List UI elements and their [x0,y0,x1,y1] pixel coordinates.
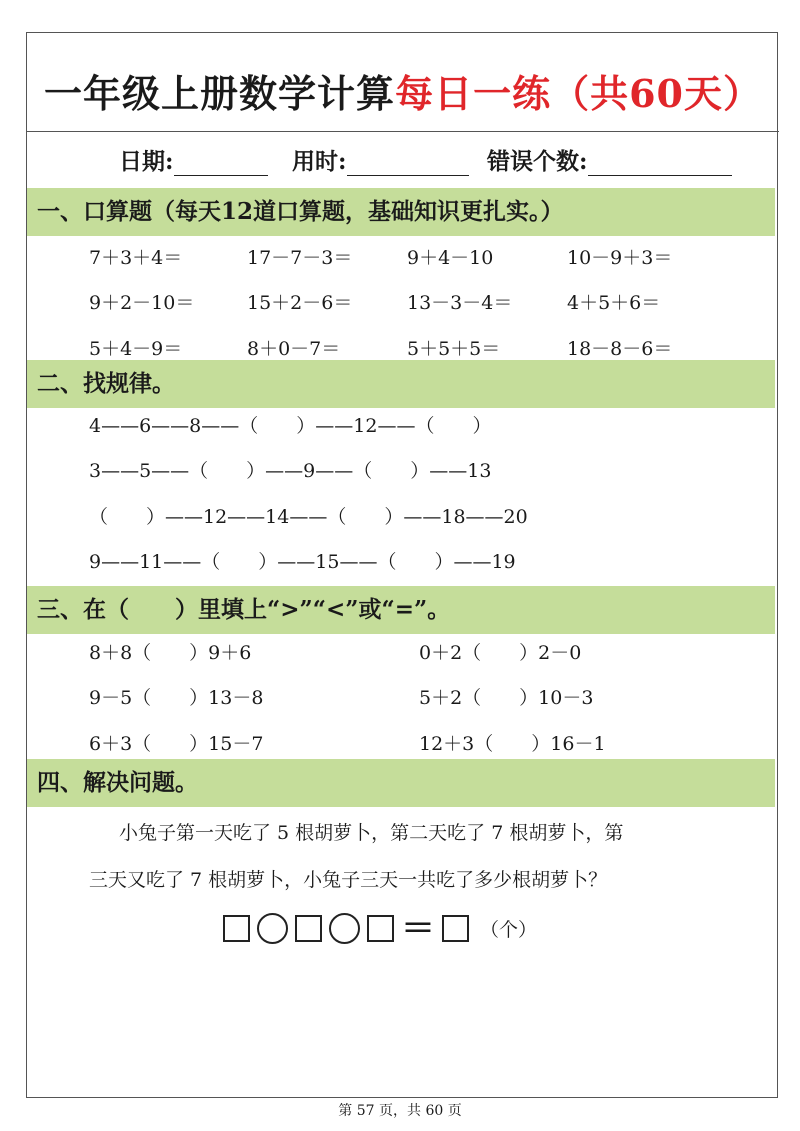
errors-blank[interactable] [588,151,732,176]
s1-r0-c3: 10－9＋3＝ [567,247,673,269]
s1-r0-c2: 9＋4－10 [407,247,494,269]
answer-box[interactable] [223,915,250,942]
s1-r0-c0: 7＋3＋4＝ [89,247,183,269]
s1-r0-c1: 17－7－3＝ [247,247,353,269]
compare-item: 12＋3（ ）16－1 [419,733,606,755]
s1-r1-c2: 13－3－4＝ [407,292,513,314]
section4-heading: 四、解决问题。 [27,759,775,807]
time-label: 用时: [292,148,347,175]
date-label: 日期: [119,148,174,175]
page-footer: 第 57 页，共 60 页 [338,1103,462,1119]
title-main: 一年级上册数学计算 [44,71,396,116]
pattern-row: 3——5——（ ）——9——（ ）——13 [89,460,492,482]
s1-r2-c3: 18－8－6＝ [567,338,673,360]
section3-heading: 三、在（ ）里填上“>”“<”或“=”。 [27,586,775,634]
answer-box[interactable] [367,915,394,942]
compare-item: 0＋2（ ）2－0 [419,642,582,664]
worksheet-frame [26,32,778,1098]
s1-r1-c3: 4＋5＋6＝ [567,292,661,314]
pattern-row: （ ）——12——14——（ ）——18——20 [89,506,528,528]
errors-field [487,143,732,176]
compare-item: 9－5（ ）13－8 [89,687,264,709]
compare-item: 5＋2（ ）10－3 [419,687,594,709]
compare-item: 8＋8（ ）9＋6 [89,642,252,664]
time-blank[interactable] [347,151,469,176]
operator-circle[interactable] [257,913,288,944]
page-title [27,63,779,118]
word-problem-line-1: 小兔子第一天吃了 5 根胡萝卜，第二天吃了 7 根胡萝卜，第 [119,822,624,844]
compare-item: 6＋3（ ）15－7 [89,733,264,755]
s1-r2-c0: 5＋4－9＝ [89,338,183,360]
s1-r1-c1: 15＋2－6＝ [247,292,353,314]
operator-circle[interactable] [329,913,360,944]
result-box[interactable] [442,915,469,942]
errors-label: 错误个数: [487,148,588,175]
equals-sign: ＝ [401,908,435,949]
answer-box[interactable] [295,915,322,942]
title-divider [27,131,779,132]
section1-heading: 一、口算题（每天12道口算题，基础知识更扎实。） [27,188,775,236]
s1-r2-c1: 8＋0－7＝ [247,338,341,360]
time-field [292,143,469,176]
word-problem-line-2: 三天又吃了 7 根胡萝卜，小兔子三天一共吃了多少根胡萝卜？ [89,869,608,891]
date-blank[interactable] [174,151,268,176]
s1-r1-c0: 9＋2－10＝ [89,292,195,314]
pattern-row: 4——6——8——（ ）——12——（ ） [89,415,492,437]
date-field [119,143,268,176]
title-highlight: 每日一练（共60天） [395,71,762,116]
pattern-row: 9——11——（ ）——15——（ ）——19 [89,551,516,573]
unit-label: （个） [480,919,538,941]
section2-heading: 二、找规律。 [27,360,775,408]
answer-equation [223,908,538,949]
s1-r2-c2: 5＋5＋5＝ [407,338,501,360]
